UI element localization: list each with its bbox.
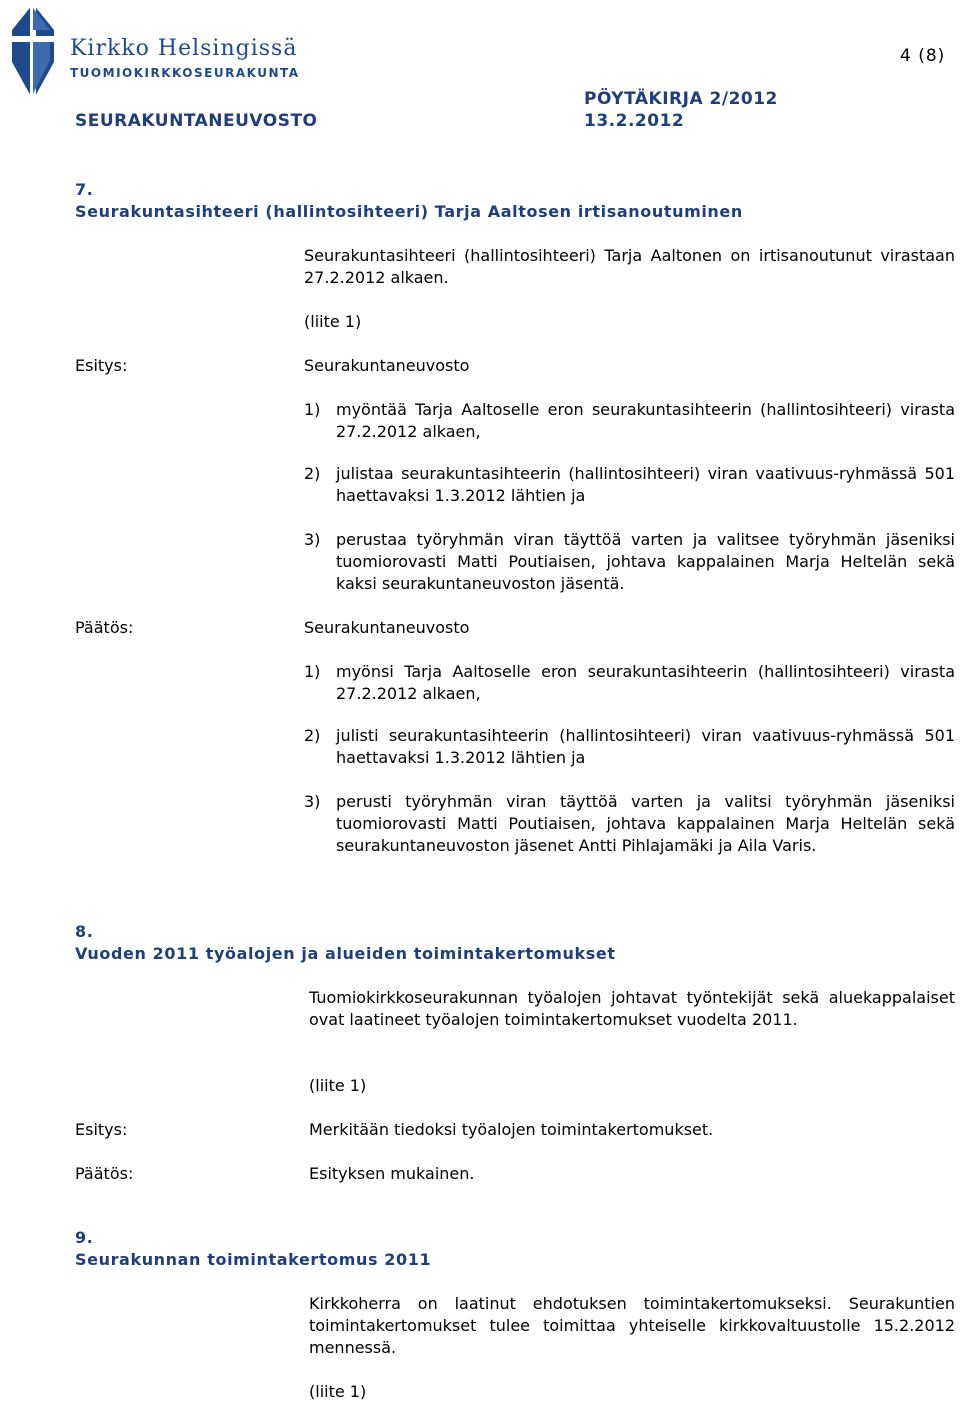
proposal-lead: Seurakuntaneuvosto [304,356,470,375]
item-text: myöntää Tarja Aaltoselle eron seurakuntasihteerin (hallintosihteeri) virasta 27.2.2012 alkaen, [336,400,955,441]
item-text: perustaa työryhmän viran täyttöä varten ja valitsee työryhmän jäseniksi tuomiorovasti Matti Poutiaisen, johtava kappalainen Marja Heltelän sekä kaksi seurakuntaneuvoston jäsentä. [336,530,955,593]
decision-label: Päätös: [75,1164,134,1183]
list-item [304,725,955,769]
list-item [304,661,955,705]
logo-title: Kirkko Helsingissä [70,36,298,61]
section-intro: Kirkkoherra on laatinut ehdotuksen toimintakertomukseksi. Seurakuntien toimintakertomukset tulee toimittaa yhteiselle kirkkovaltuustolle 15.2.2012 mennessä. [309,1294,955,1357]
section-number: 8. [75,922,94,941]
item-number: 2) [304,464,321,483]
item-text: myönsi Tarja Aaltoselle eron seurakuntasihteerin (hallintosihteeri) virasta 27.2.2012 alkaen, [336,662,955,703]
item-text: julistaa seurakuntasihteerin (hallintosihteeri) viran vaativuus-ryhmässä 501 haettavaksi 1.3.2012 lähtien ja [336,464,955,505]
attachment-note: (liite 1) [309,1076,367,1095]
decision-lead: Seurakuntaneuvosto [304,618,470,637]
document-type: PÖYTÄKIRJA 2/2012 [584,89,778,109]
page-number: 4 (8) [900,46,946,66]
meeting-date: 13.2.2012 [584,111,685,131]
list-item [304,399,955,443]
section-number: 7. [75,180,94,199]
proposal-label: Esitys: [75,1120,128,1139]
item-text: perusti työryhmän viran täyttöä varten ja valitsi työryhmän jäseniksi tuomiorovasti Matti Poutiaisen, johtava kappalainen Marja Heltelän sekä seurakuntaneuvoston jäsenet Antti Pihlajamäki ja Aila Varis. [336,792,955,855]
item-number: 1) [304,662,321,681]
church-cross-logo-icon [4,2,62,102]
item-number: 3) [304,530,321,549]
item-number: 3) [304,792,321,811]
list-item [304,791,955,857]
section-title: Seurakunnan toimintakertomus 2011 [75,1250,432,1269]
logo-subtitle: TUOMIOKIRKKOSEURAKUNTA [70,66,300,80]
list-item [304,463,955,507]
section-number: 9. [75,1228,94,1247]
proposal-label: Esitys: [75,356,128,375]
logo [4,2,304,102]
section-intro: Tuomiokirkkoseurakunnan työalojen johtavat työntekijät sekä aluekappalaiset ovat laatineet työalojen toimintakertomukset vuodelta 2011. [309,988,955,1029]
item-number: 2) [304,726,321,745]
item-text: julisti seurakuntasihteerin (hallintosihteeri) viran vaativuus-ryhmässä 501 haettavaksi 1.3.2012 lähtien ja [336,726,955,767]
attachment-note: (liite 1) [309,1382,367,1401]
decision-label: Päätös: [75,618,134,637]
decision-text: Esityksen mukainen. [309,1164,475,1183]
section-title: Vuoden 2011 työalojen ja alueiden toimintakertomukset [75,944,616,963]
body-name: SEURAKUNTANEUVOSTO [75,111,318,131]
item-number: 1) [304,400,321,419]
proposal-text: Merkitään tiedoksi työalojen toimintakertomukset. [309,1120,714,1139]
section-title: Seurakuntasihteeri (hallintosihteeri) Tarja Aaltosen irtisanoutuminen [75,202,743,221]
list-item [304,529,955,595]
attachment-note: (liite 1) [304,312,362,331]
section-intro: Seurakuntasihteeri (hallintosihteeri) Tarja Aaltonen on irtisanoutunut virastaan 27.2.2012 alkaen. [304,246,955,287]
